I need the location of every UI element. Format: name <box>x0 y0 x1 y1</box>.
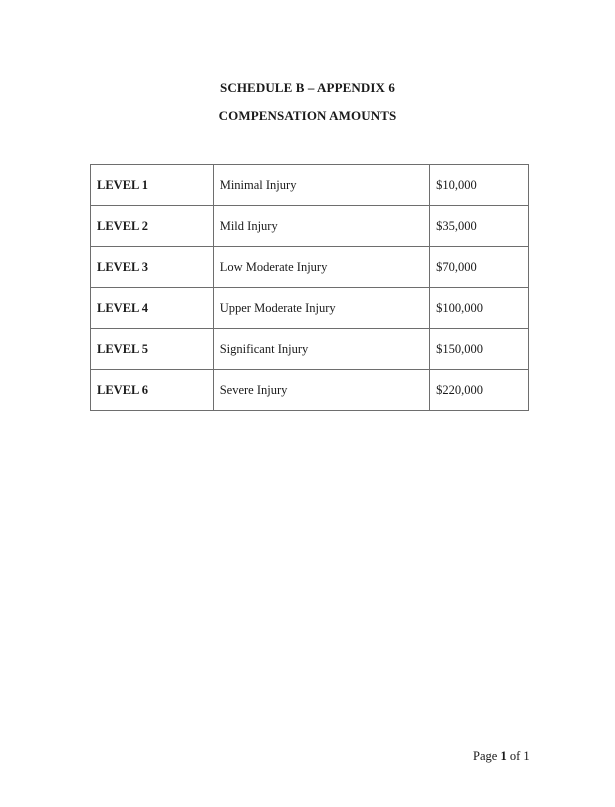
table-row <box>91 165 529 206</box>
page-middle: of <box>506 749 524 763</box>
description-cell: Significant Injury <box>213 329 429 370</box>
compensation-table <box>90 164 529 411</box>
level-cell: LEVEL 2 <box>91 206 214 247</box>
table-row <box>91 329 529 370</box>
amount-cell: $150,000 <box>430 329 529 370</box>
level-cell: LEVEL 1 <box>91 165 214 206</box>
amount-cell: $10,000 <box>430 165 529 206</box>
document-subtitle: COMPENSATION AMOUNTS <box>218 108 397 123</box>
level-cell: LEVEL 3 <box>91 247 214 288</box>
page-number <box>473 749 530 764</box>
page-current: 1 <box>500 749 507 763</box>
table-row <box>91 206 529 247</box>
level-cell: LEVEL 5 <box>91 329 214 370</box>
description-cell: Severe Injury <box>213 370 429 411</box>
description-cell: Mild Injury <box>213 206 429 247</box>
amount-cell: $100,000 <box>430 288 529 329</box>
page-total: 1 <box>523 749 530 763</box>
amount-cell: $220,000 <box>430 370 529 411</box>
description-cell: Low Moderate Injury <box>213 247 429 288</box>
table-row <box>91 370 529 411</box>
amount-cell: $35,000 <box>430 206 529 247</box>
table-row <box>91 247 529 288</box>
description-cell: Upper Moderate Injury <box>213 288 429 329</box>
description-cell: Minimal Injury <box>213 165 429 206</box>
level-cell: LEVEL 6 <box>91 370 214 411</box>
amount-cell: $70,000 <box>430 247 529 288</box>
table-row <box>91 288 529 329</box>
page-prefix: Page <box>473 749 501 763</box>
level-cell: LEVEL 4 <box>91 288 214 329</box>
document-title: SCHEDULE B – APPENDIX 6 <box>220 80 395 95</box>
